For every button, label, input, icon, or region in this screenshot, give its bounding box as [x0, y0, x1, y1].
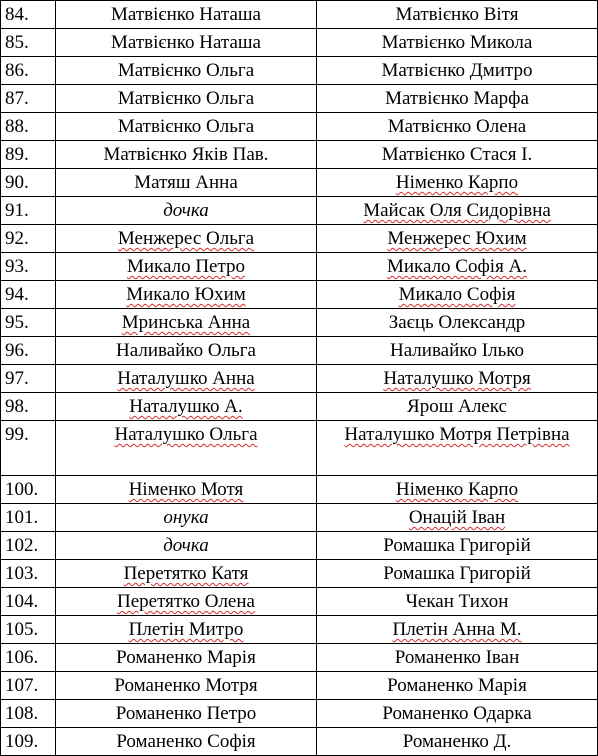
table-row — [1, 532, 598, 560]
row-number: 109. — [1, 728, 56, 756]
name-cell: Матвієнко Ольга — [56, 85, 317, 113]
row-number: 105. — [1, 616, 56, 644]
name-cell: Матвієнко Ольга — [56, 57, 317, 85]
name-cell — [56, 393, 317, 421]
name-cell — [56, 588, 317, 616]
name-cell: Романенко Петро — [56, 700, 317, 728]
table-row — [1, 588, 598, 616]
person-name: Наталушко Ольга — [114, 424, 258, 445]
relative-cell — [317, 281, 598, 309]
relative-cell: Матвієнко Вітя — [317, 1, 598, 29]
table-row — [1, 169, 598, 197]
name-cell: Романенко Мотря — [56, 672, 317, 700]
row-number: 94. — [1, 281, 56, 309]
relative-cell: Чекан Тихон — [317, 588, 598, 616]
row-number: 99. — [1, 421, 56, 476]
person-name: Микало Петро — [126, 256, 246, 277]
row-number: 84. — [1, 1, 56, 29]
row-number: 88. — [1, 113, 56, 141]
name-cell — [56, 476, 317, 504]
relative-cell — [317, 225, 598, 253]
table-row — [1, 309, 598, 337]
person-name: Менжерес Ольга — [117, 228, 255, 249]
name-cell — [56, 421, 317, 476]
table-row — [1, 560, 598, 588]
row-number: 100. — [1, 476, 56, 504]
relative-name: Онацій Іван — [408, 507, 506, 528]
relative-cell — [317, 421, 598, 476]
relative-cell — [317, 476, 598, 504]
row-number: 102. — [1, 532, 56, 560]
row-number: 91. — [1, 197, 56, 225]
person-name: Перетятко Катя — [123, 563, 249, 584]
relative-name: Наталушко Мотря Петрівна — [344, 424, 570, 445]
name-cell: Матвієнко Наташа — [56, 29, 317, 57]
relative-name: Німенко Карпо — [395, 479, 519, 500]
name-cell — [56, 560, 317, 588]
row-number: 101. — [1, 504, 56, 532]
table-row — [1, 253, 598, 281]
relative-cell: Матвієнко Марфа — [317, 85, 598, 113]
relative-name: Менжерес Юхим — [387, 228, 527, 249]
row-number: 86. — [1, 57, 56, 85]
relative-name: Микало Софія А. — [386, 256, 528, 277]
person-name: Перетятко Олена — [117, 591, 255, 612]
table-row — [1, 700, 598, 728]
relative-cell: Матвієнко Микола — [317, 29, 598, 57]
table-row — [1, 728, 598, 756]
row-number: 96. — [1, 337, 56, 365]
person-name: Наталушко Анна — [117, 368, 255, 389]
table-row — [1, 421, 598, 476]
row-number: 89. — [1, 141, 56, 169]
row-number: 85. — [1, 29, 56, 57]
table-row — [1, 113, 598, 141]
row-number: 97. — [1, 365, 56, 393]
relative-cell — [317, 504, 598, 532]
row-number: 103. — [1, 560, 56, 588]
row-number: 90. — [1, 169, 56, 197]
table-row — [1, 29, 598, 57]
relative-cell: Романенко Одарка — [317, 700, 598, 728]
table-row — [1, 644, 598, 672]
name-cell: онука — [56, 504, 317, 532]
table-row — [1, 476, 598, 504]
relative-cell — [317, 365, 598, 393]
person-name: Микало Юхим — [126, 284, 246, 305]
relative-cell — [317, 253, 598, 281]
relative-name: Німенко Карпо — [395, 172, 519, 193]
relative-cell: Романенко Іван — [317, 644, 598, 672]
table-row — [1, 616, 598, 644]
name-cell — [56, 281, 317, 309]
relative-cell — [317, 197, 598, 225]
relative-cell: Наливайко Ілько — [317, 337, 598, 365]
row-number: 107. — [1, 672, 56, 700]
name-cell: Матвієнко Ольга — [56, 113, 317, 141]
name-cell — [56, 616, 317, 644]
name-cell: дочка — [56, 197, 317, 225]
name-cell: дочка — [56, 532, 317, 560]
table-row — [1, 281, 598, 309]
row-number: 98. — [1, 393, 56, 421]
row-number: 92. — [1, 225, 56, 253]
name-cell: Матяш Анна — [56, 169, 317, 197]
table-row — [1, 504, 598, 532]
relative-cell: Ярош Алекс — [317, 393, 598, 421]
table-row — [1, 141, 598, 169]
relative-cell: Ромашка Григорій — [317, 532, 598, 560]
table-row — [1, 57, 598, 85]
table-row — [1, 197, 598, 225]
name-cell: Наливайко Ольга — [56, 337, 317, 365]
person-name: Мринська Анна — [121, 312, 251, 333]
name-cell: Матвієнко Яків Пав. — [56, 141, 317, 169]
table-row — [1, 337, 598, 365]
name-cell: Романенко Софія — [56, 728, 317, 756]
relative-name: Майсак Оля Сидорівна — [363, 200, 551, 221]
row-number: 106. — [1, 644, 56, 672]
relative-name: Микало Софія — [398, 284, 516, 305]
relative-cell — [317, 616, 598, 644]
name-cell — [56, 225, 317, 253]
table-row — [1, 1, 598, 29]
name-cell: Матвієнко Наташа — [56, 1, 317, 29]
relative-cell: Матвієнко Стася І. — [317, 141, 598, 169]
table-row — [1, 672, 598, 700]
table-row — [1, 365, 598, 393]
name-cell — [56, 253, 317, 281]
relative-cell — [317, 169, 598, 197]
person-name: Наталушко А. — [129, 396, 243, 417]
name-cell — [56, 365, 317, 393]
table-row — [1, 225, 598, 253]
relative-name: Плетін Анна М. — [392, 619, 522, 640]
relative-cell: Ромашка Григорій — [317, 560, 598, 588]
relative-cell: Романенко Д. — [317, 728, 598, 756]
name-cell: Романенко Марія — [56, 644, 317, 672]
relative-name: Наталушко Мотря — [383, 368, 531, 389]
relative-cell: Матвієнко Олена — [317, 113, 598, 141]
person-name: Німенко Мотя — [128, 479, 244, 500]
row-number: 93. — [1, 253, 56, 281]
table-row — [1, 393, 598, 421]
row-number: 104. — [1, 588, 56, 616]
table-row — [1, 85, 598, 113]
relative-cell: Заєць Олександр — [317, 309, 598, 337]
row-number: 108. — [1, 700, 56, 728]
row-number: 87. — [1, 85, 56, 113]
name-cell — [56, 309, 317, 337]
row-number: 95. — [1, 309, 56, 337]
person-name: Плетін Митро — [128, 619, 244, 640]
relative-cell: Романенко Марія — [317, 672, 598, 700]
relative-cell: Матвієнко Дмитро — [317, 57, 598, 85]
